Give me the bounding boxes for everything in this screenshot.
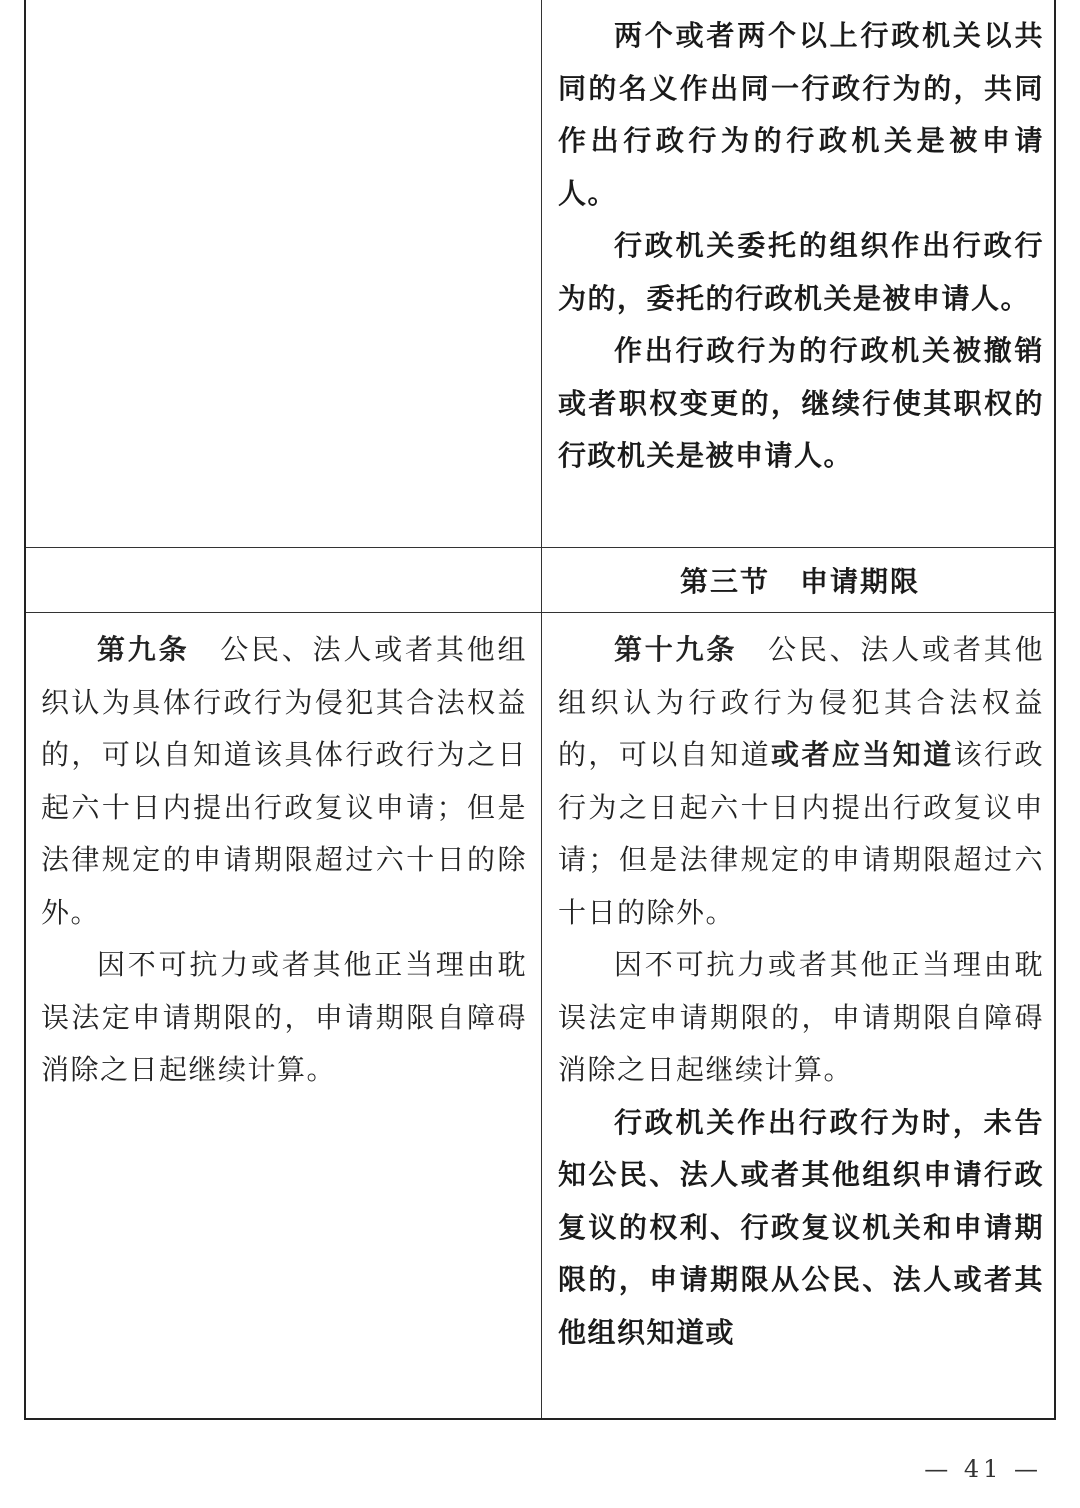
right-top-paragraph-2: 行政机关委托的组织作出行政行为的，委托的行政机关是被申请人。: [558, 229, 1044, 315]
right-article-paragraph-2: 因不可抗力或者其他正当理由耽误法定申请期限的，申请期限自障碍消除之日起继续计算。: [558, 948, 1044, 1086]
right-article-cell: [558, 624, 1044, 1359]
left-article-paragraph-1: [41, 624, 527, 939]
right-article-text-a: 公民、法人或者其他组织认为行政行为侵犯其合法权益的，可以自知道: [558, 633, 1044, 771]
row-divider-section: [26, 612, 1054, 613]
right-article-paragraph-1: [558, 624, 1044, 939]
right-top-paragraph-3: 作出行政行为的行政机关被撤销或者职权变更的，继续行使其职权的行政机关是被申请人。: [558, 334, 1044, 472]
left-article-heading: 第九条: [97, 633, 190, 666]
left-article-paragraph-2: 因不可抗力或者其他正当理由耽误法定申请期限的，申请期限自障碍消除之日起继续计算。: [41, 948, 527, 1086]
right-article-text-b: 该行政行为之日起六十日内提出行政复议申请；但是法律规定的申请期限超过六十日的除外。: [558, 738, 1044, 929]
comparison-table: [24, 0, 1056, 1420]
right-top-cell: [558, 10, 1044, 483]
right-article-paragraph-3: 行政机关作出行政行为时，未告知公民、法人或者其他组织申请行政复议的权利、行政复议机关和申请期限的，申请期限从公民、法人或者其他组织知道或: [558, 1105, 1044, 1349]
left-article-cell: [41, 624, 527, 1097]
page-number: — 41 —: [924, 1455, 1042, 1483]
right-article-amended-text: 或者应当知道: [771, 738, 954, 771]
section-title: 第三节 申请期限: [679, 565, 920, 598]
left-article-text: 公民、法人或者其他组织认为具体行政行为侵犯其合法权益的，可以自知道该具体行政行为之日起六十日内提出行政复议申请；但是法律规定的申请期限超过六十日的除外。: [41, 633, 527, 929]
right-top-paragraph-1: 两个或者两个以上行政机关以共同的名义作出同一行政行为的，共同作出行政行为的行政机关是被申请人。: [558, 19, 1044, 210]
right-article-heading: 第十九条: [614, 633, 738, 666]
column-divider: [541, 0, 542, 1418]
